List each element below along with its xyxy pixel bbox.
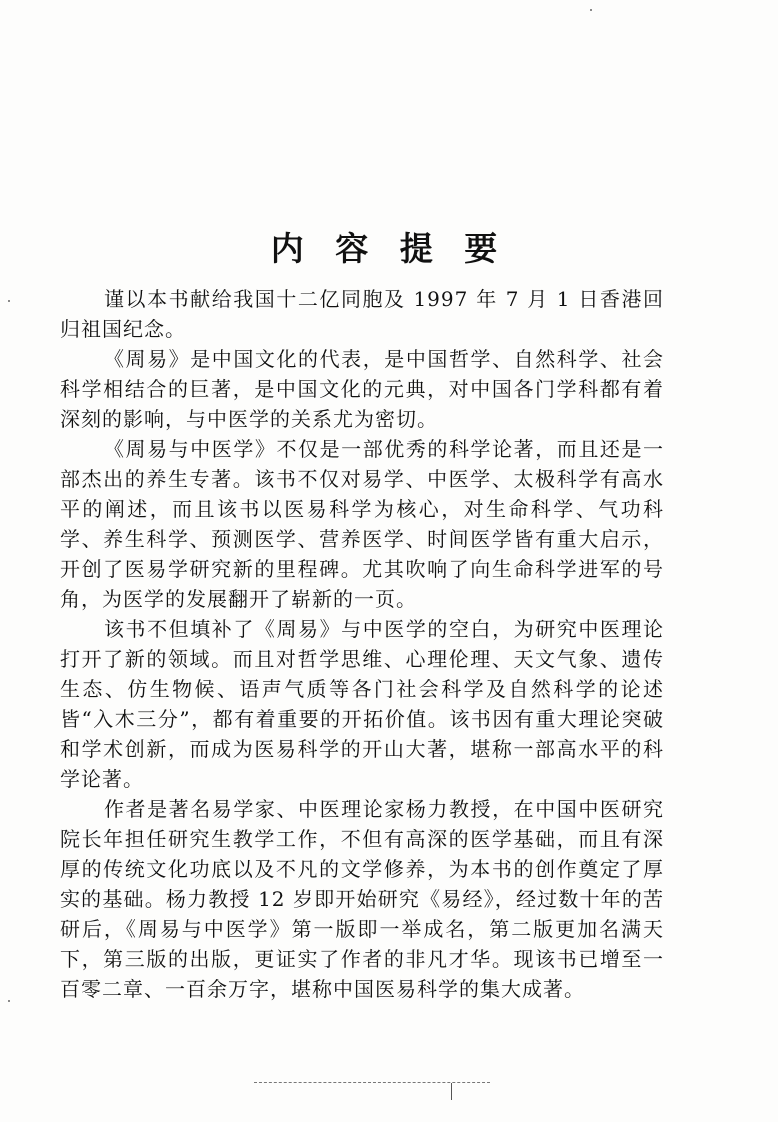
- scan-speck: [8, 1000, 10, 1002]
- paragraph-dedication: 谨以本书献给我国十二亿同胞及 1997 年 7 月 1 日香港回归祖国纪念。: [60, 287, 664, 341]
- summary-body: [60, 284, 664, 1004]
- paragraph-zhouyi-overview: 《周易》是中国文化的代表，是中国哲学、自然科学、社会科学相结合的巨著，是中国文化的元典，对中国各门学科都有着深刻的影响，与中医学的关系尤为密切。: [60, 347, 664, 431]
- scan-speck: [8, 300, 10, 302]
- footer-tick: [451, 1083, 452, 1100]
- paragraph-author: 作者是著名易学家、中医理论家杨力教授，在中国中医研究院长年担任研究生教学工作，不但有高深的医学基础，而且有深厚的传统文化功底以及不凡的文学修养，为本书的创作奠定了厚实的基础。杨力教授 12 岁即开始研究《易经》，经过数十年的苦研后，《周易与中医学》第一版即一举成名，第二版更加名满天下，第三版的出版，更证实了作者的非凡才华。现该书已增至一百零二章、一百余万字，堪称中国医易科学的集大成著。: [60, 797, 664, 1001]
- paragraph-book-contribution: 该书不但填补了《周易》与中医学的空白，为研究中医理论打开了新的领域。而且对哲学思维、心理伦理、天文气象、遗传生态、仿生物候、语声气质等各门社会科学及自然科学的论述皆“入木三分”，都有着重要的开拓价值。该书因有重大理论突破和学术创新，而成为医易科学的开山大著，堪称一部高水平的科学论著。: [60, 617, 664, 791]
- paragraph-book-significance: 《周易与中医学》不仅是一部优秀的科学论著，而且还是一部杰出的养生专著。该书不仅对易学、中医学、太极科学有高水平的阐述，而且该书以医易科学为核心，对生命科学、气功科学、养生科学、预测医学、营养医学、时间医学皆有重大启示，开创了医易学研究新的里程碑。尤其吹响了向生命科学进军的号角，为医学的发展翻开了崭新的一页。: [60, 437, 664, 611]
- page-title: 内 容 提 要: [270, 229, 508, 269]
- scan-speck: [590, 9, 592, 11]
- footer-rule: [254, 1082, 490, 1083]
